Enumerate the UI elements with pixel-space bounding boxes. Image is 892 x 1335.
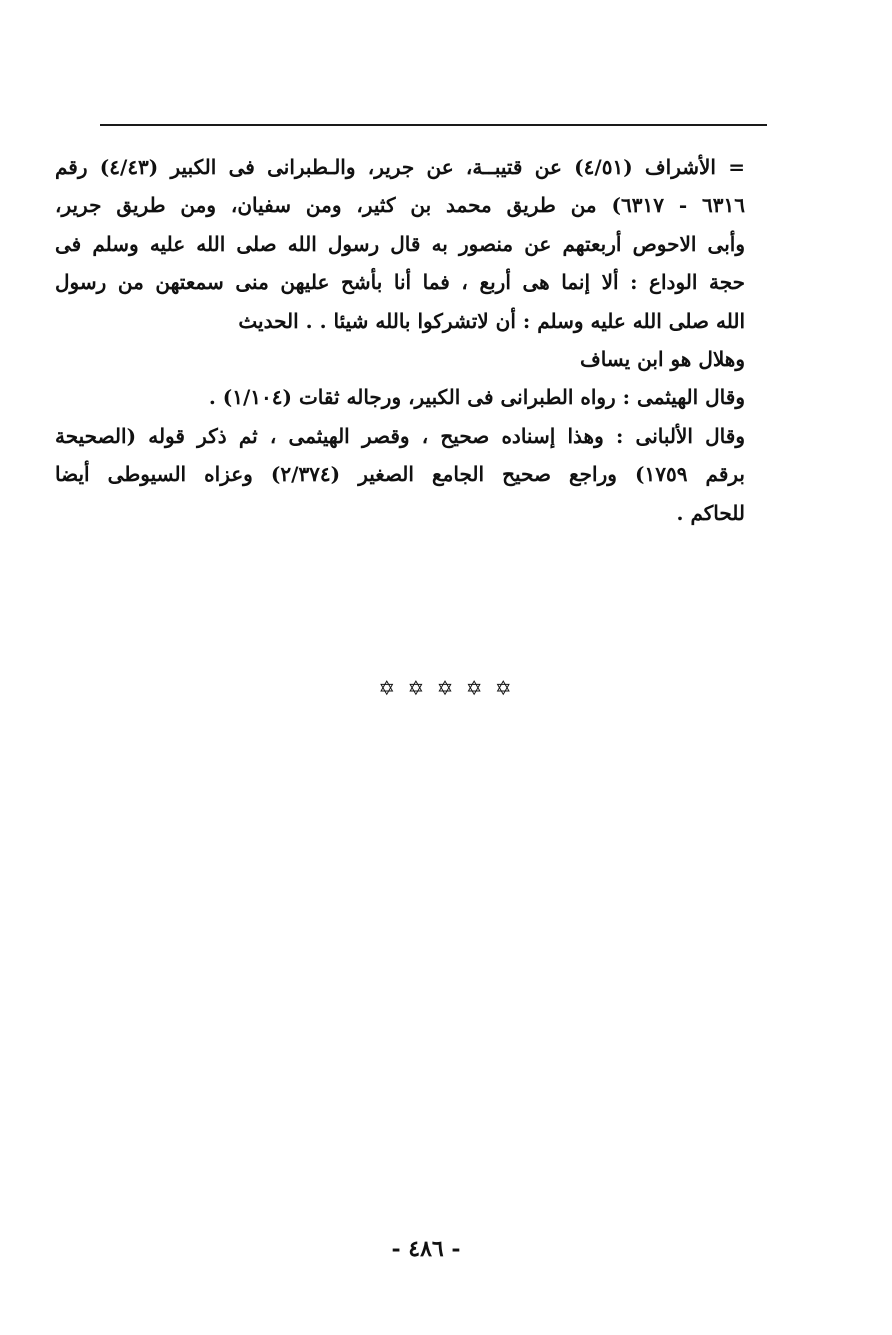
star-icon: ✡ (436, 676, 456, 700)
star-icon: ✡ (378, 676, 398, 700)
footnote-line-6: وهلال هو ابن يساف (579, 347, 745, 372)
page-number: - ٤٨٦ - (391, 1236, 461, 1262)
footnote-line-10: للحاكم . (676, 500, 745, 525)
footnote-line-4: حجة الوداع : ألا إنما هى أربع ، فما أنا بأشح عليهن منى سمعتهن من رسول (55, 270, 745, 295)
footnote-line-1: = الأشراف (٤/٥١) عن قتيبــة، عن جرير، والـطبرانى فى الكبير (٤/٤٣) رقم (55, 155, 745, 179)
footnote-line-2: ٦٣١٦ - ٦٣١٧) من طريق محمد بن كثير، ومن سفيان، ومن طريق جرير، (55, 193, 745, 218)
star-icon: ✡ (407, 676, 427, 700)
footnote-line-8: وقال الألبانى : وهذا إسناده صحيح ، وقصر الهيثمى ، ثم ذكر قوله (الصحيحة (55, 423, 745, 448)
star-icon: ✡ (494, 676, 514, 700)
footnote-line-7: وقال الهيثمى : رواه الطبرانى فى الكبير، ورجاله ثقات (١/١٠٤) . (208, 385, 745, 410)
footnote-separator-rule (100, 124, 767, 126)
footnote-line-3: وأبى الاحوص أربعتهم عن منصور به قال رسول الله صلى الله عليه وسلم فى (55, 231, 745, 256)
footnote-line-5: الله صلى الله عليه وسلم : أن لاتشركوا بالله شيئا . . الحديث (238, 308, 745, 333)
star-separator (0, 676, 892, 700)
footnote-text (55, 148, 745, 532)
star-icon: ✡ (465, 676, 485, 700)
footnote-line-9: برقم ١٧٥٩) وراجع صحيح الجامع الصغير (٢/٣٧٤) وعزاه السيوطى أيضا (55, 462, 745, 487)
